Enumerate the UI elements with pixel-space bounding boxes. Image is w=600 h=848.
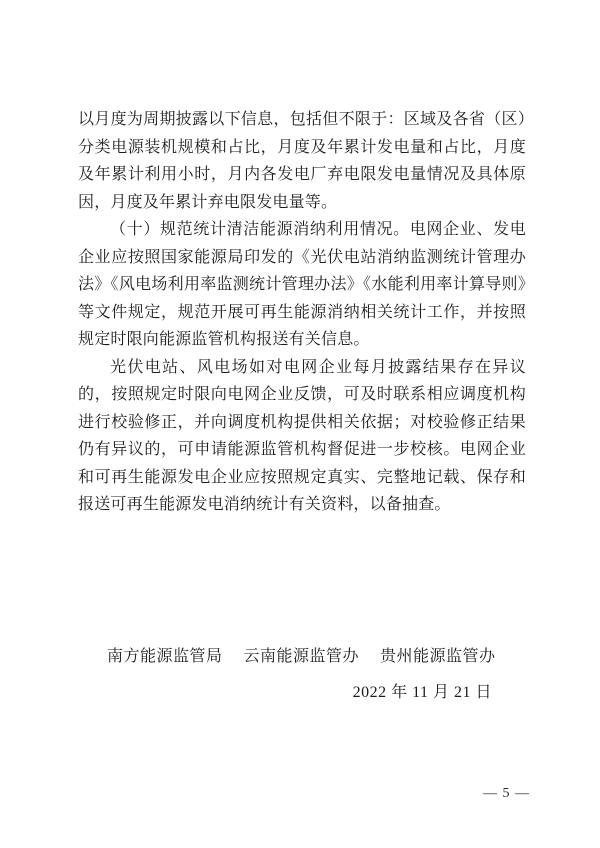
body-paragraph: （十）规范统计清洁能源消纳利用情况。电网企业、发电企业应按照国家能源局印发的《光伏电站消纳监测统计管理办法》《风电场利用率监测统计管理办法》《水能利用率计算导则》等文件规定，规范开展可再生能源消纳相关统计工作，并按照规定时限向能源监管机构报送有关信息。 (78, 221, 526, 348)
agency-name: 南方能源监管局 (107, 648, 223, 665)
body-paragraph: 光伏电站、风电场如对电网企业每月披露结果存在异议的，按照规定时限向电网企业反馈，可及时联系相应调度机构进行校验修正，并向调度机构提供相关依据；对校验修正结果仍有异议的，可申请能源监管机构督促进一步校核。电网企业和可再生能源发电企业应按照规定真实、完整地记载、保存和报送可再生能源发电消纳统计有关资料，以备抽查。 (78, 358, 526, 513)
agency-name: 贵州能源监管办 (380, 648, 496, 665)
document-body (78, 106, 526, 519)
signing-agencies (78, 643, 526, 671)
body-paragraph: 以月度为周期披露以下信息，包括但不限于：区域及各省（区）分类电源装机规模和占比，月度及年累计发电量和占比，月度及年累计利用小时，月内各发电厂弃电限发电量情况及具体原因，月度及年累计弃电限发电量等。 (78, 111, 526, 211)
agency-name: 云南能源监管办 (243, 648, 360, 665)
signature-block (78, 643, 526, 706)
page-number: — 5 — (483, 786, 530, 801)
signature-date: 2022 年 11 月 21 日 (352, 683, 492, 701)
